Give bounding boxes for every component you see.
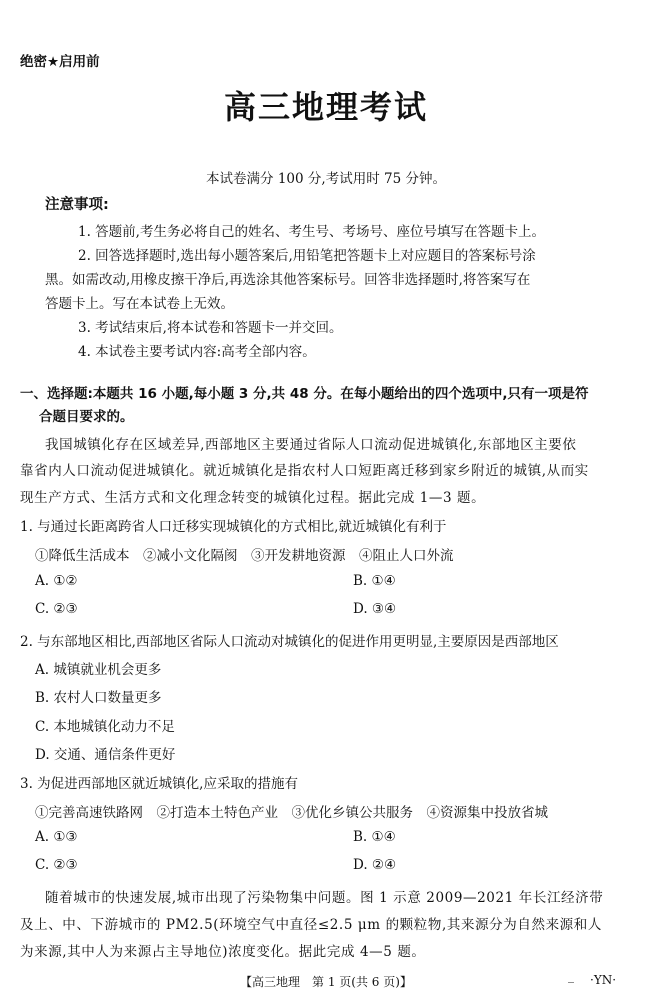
- passage-line: 随着城市的快速发展,城市出现了污染物集中问题。图 1 示意 2009—2021 年长江经济带: [45, 890, 604, 906]
- question-2-option-b[interactable]: B. 农村人口数量更多: [35, 690, 162, 706]
- note-line: 答题卡上。写在本试卷上无效。: [45, 296, 234, 312]
- section-heading: [20, 383, 638, 429]
- note-line: 4. 本试卷主要考试内容:高考全部内容。: [78, 344, 316, 360]
- question-3-option-b[interactable]: B. ①④: [353, 829, 396, 845]
- passage-line: 现生产方式、生活方式和文化理念转变的城镇化过程。据此完成 1—3 题。: [20, 490, 486, 506]
- notes-title: 注意事项:: [45, 197, 109, 213]
- secret-label: 绝密★启用前: [20, 54, 100, 70]
- question-3-stem: 3. 为促进西部地区就近城镇化,应采取的措施有: [20, 776, 298, 792]
- note-line: 2. 回答选择题时,选出每小题答案后,用铅笔把答题卡上对应题目的答案标号涂: [78, 248, 536, 264]
- section-heading-line1: 一、选择题:本题共 16 小题,每小题 3 分,共 48 分。在每小题给出的四个选项中,只有一项是符: [20, 386, 589, 402]
- passage-line: 靠省内人口流动促进城镇化。就近城镇化是指农村人口短距离迁移到家乡附近的城镇,从而实: [20, 463, 589, 479]
- note-line: 黑。如需改动,用橡皮擦干净后,再选涂其他答案标号。回答非选择题时,将答案写在: [45, 272, 531, 288]
- question-2-option-c[interactable]: C. 本地城镇化动力不足: [35, 719, 175, 735]
- question-3-option-d[interactable]: D. ②④: [353, 857, 397, 873]
- question-1-option-c[interactable]: C. ②③: [35, 601, 78, 617]
- passage-line: 及上、中、下游城市的 PM2.5(环境空气中直径≤2.5 μm 的颗粒物,其来源分为自然来源和人: [20, 917, 602, 933]
- note-line: 1. 答题前,考生务必将自己的姓名、考生号、考场号、座位号填写在答题卡上。: [78, 224, 545, 240]
- question-3-option-c[interactable]: C. ②③: [35, 857, 78, 873]
- page-title: 高三地理考试: [223, 88, 428, 126]
- passage-line: 为来源,其中人为来源占主导地位)浓度变化。据此完成 4—5 题。: [20, 944, 426, 960]
- question-1-option-a[interactable]: A. ①②: [35, 573, 78, 589]
- question-1-items: ①降低生活成本 ②减小文化隔阂 ③开发耕地资源 ④阻止人口外流: [35, 548, 454, 564]
- question-2-option-a[interactable]: A. 城镇就业机会更多: [35, 662, 162, 678]
- question-2-option-d[interactable]: D. 交通、通信条件更好: [35, 747, 176, 763]
- passage-line: 我国城镇化存在区域差异,西部地区主要通过省际人口流动促进城镇化,东部地区主要依: [45, 437, 577, 453]
- question-3-items: ①完善高速铁路网 ②打造本土特色产业 ③优化乡镇公共服务 ④资源集中投放省城: [35, 805, 548, 821]
- question-2-stem: 2. 与东部地区相比,西部地区省际人口流动对城镇化的促进作用更明显,主要原因是西部地区: [20, 634, 559, 650]
- page-footer: [0, 969, 652, 990]
- question-3-option-a[interactable]: A. ①③: [35, 829, 78, 845]
- question-1-stem: 1. 与通过长距离跨省人口迁移实现城镇化的方式相比,就近城镇化有利于: [20, 519, 447, 535]
- footer-dash: _: [568, 969, 574, 983]
- question-1-option-d[interactable]: D. ③④: [353, 601, 397, 617]
- note-line: 3. 考试结束后,将本试卷和答题卡一并交回。: [78, 320, 343, 336]
- section-heading-line2: 合题目要求的。: [39, 409, 134, 425]
- footer-code: ·YN·: [590, 973, 617, 987]
- footer-page-info: 【高三地理 第 1 页(共 6 页)】: [240, 975, 412, 989]
- exam-info: 本试卷满分 100 分,考试用时 75 分钟。: [206, 171, 446, 187]
- question-1-option-b[interactable]: B. ①④: [353, 573, 396, 589]
